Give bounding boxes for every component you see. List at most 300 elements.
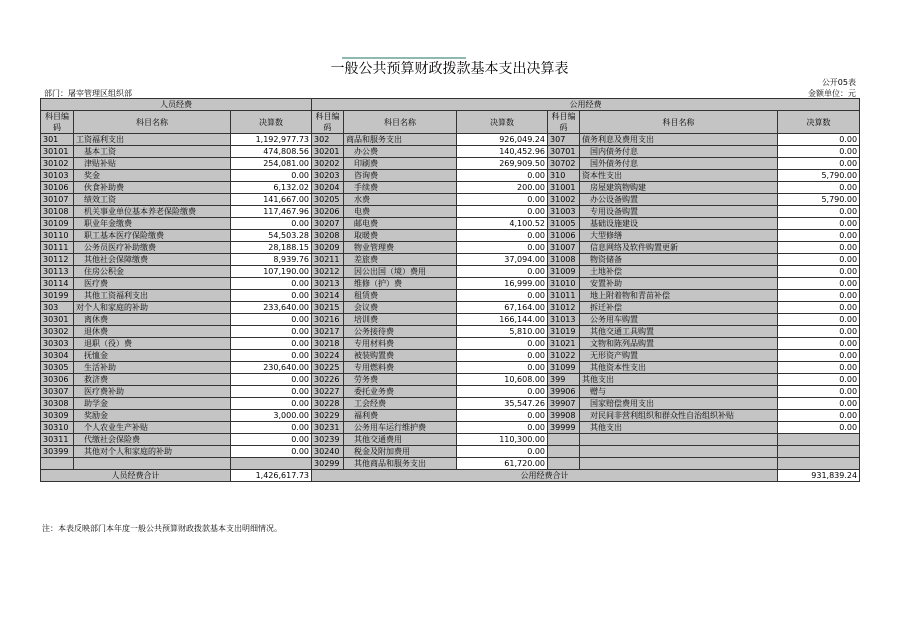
- cell-amount: 1,192,977.73: [231, 134, 312, 146]
- cell-name: 对个人和家庭的补助: [74, 302, 231, 314]
- table-row: [41, 302, 860, 314]
- cell-name: 离休费: [74, 314, 231, 326]
- cell-amount: 5,810.00: [457, 326, 548, 338]
- cell-code: 30112: [41, 254, 74, 266]
- table-row: [41, 350, 860, 362]
- cell-code: 310: [548, 170, 580, 182]
- report-title: 一般公共预算财政拨款基本支出决算表: [330, 61, 569, 77]
- cell-code: 30108: [41, 206, 74, 218]
- cell-name: 手续费: [344, 182, 457, 194]
- cell-amount: 0.00: [231, 350, 312, 362]
- amount-header: 决算数: [457, 111, 548, 134]
- cell-code: 30206: [312, 206, 344, 218]
- cell-name: 绩效工资: [74, 194, 231, 206]
- cell-code: 30226: [312, 374, 344, 386]
- cell-code: 31002: [548, 194, 580, 206]
- empty-cell: [548, 458, 580, 470]
- cell-code: 31012: [548, 302, 580, 314]
- cell-name: 会议费: [344, 302, 457, 314]
- personnel-total-label: 人员经费合计: [41, 470, 231, 482]
- name-header: 科目名称: [74, 111, 231, 134]
- cell-amount: 0.00: [457, 230, 548, 242]
- cell-name: 国家赔偿费用支出: [580, 398, 778, 410]
- cell-code: 30218: [312, 338, 344, 350]
- cell-code: 30229: [312, 410, 344, 422]
- cell-name: 医疗费补助: [74, 386, 231, 398]
- cell-code: 31010: [548, 278, 580, 290]
- cell-code: 30231: [312, 422, 344, 434]
- cell-code: 30101: [41, 146, 74, 158]
- cell-code: 30213: [312, 278, 344, 290]
- cell-name: 培训费: [344, 314, 457, 326]
- cell-code: 30201: [312, 146, 344, 158]
- cell-amount: 0.00: [231, 278, 312, 290]
- cell-amount: 16,999.00: [457, 278, 548, 290]
- cell-amount: 230,640.00: [231, 362, 312, 374]
- cell-name: 办公设备购置: [580, 194, 778, 206]
- public-total-label: 公用经费合计: [312, 470, 778, 482]
- cell-code: 31019: [548, 326, 580, 338]
- cell-code: 30211: [312, 254, 344, 266]
- cell-code: 30227: [312, 386, 344, 398]
- cell-amount: 54,503.28: [231, 230, 312, 242]
- cell-amount: 926,049.24: [457, 134, 548, 146]
- table-row: [41, 266, 860, 278]
- cell-code: 30239: [312, 434, 344, 446]
- cell-name: 租赁费: [344, 290, 457, 302]
- cell-amount: 0.00: [457, 170, 548, 182]
- cell-name: 基本工资: [74, 146, 231, 158]
- cell-amount: 200.00: [457, 182, 548, 194]
- table-row: [41, 314, 860, 326]
- cell-amount: 0.00: [457, 350, 548, 362]
- cell-code: 31011: [548, 290, 580, 302]
- department-label: 部门：屠宰管理区组织部: [44, 89, 132, 98]
- cell-amount: 0.00: [778, 302, 860, 314]
- cell-amount: 0.00: [778, 182, 860, 194]
- cell-code: 30215: [312, 302, 344, 314]
- table-row: [41, 170, 860, 182]
- cell-name: 差旅费: [344, 254, 457, 266]
- cell-name: 商品和服务支出: [344, 134, 457, 146]
- title-underline: [342, 57, 466, 59]
- cell-amount: 5,790.00: [778, 170, 860, 182]
- cell-amount: 6,132.02: [231, 182, 312, 194]
- unit-label: 金额单位：元: [808, 89, 856, 98]
- cell-code: 302: [312, 134, 344, 146]
- expenditure-table: [40, 98, 860, 482]
- cell-name: 其他交通费用: [344, 434, 457, 446]
- cell-amount: 61,720.00: [457, 458, 548, 470]
- cell-code: 303: [41, 302, 74, 314]
- cell-name: 公务用车购置: [580, 314, 778, 326]
- table-row: [41, 386, 860, 398]
- cell-amount: 0.00: [457, 446, 548, 458]
- cell-code: 30310: [41, 422, 74, 434]
- cell-amount: 0.00: [231, 326, 312, 338]
- cell-code: 307: [548, 134, 580, 146]
- cell-name: 救济费: [74, 374, 231, 386]
- cell-name: 其他商品和服务支出: [344, 458, 457, 470]
- cell-code: 30307: [41, 386, 74, 398]
- cell-name: 机关事业单位基本养老保险缴费: [74, 206, 231, 218]
- cell-name: 住房公积金: [74, 266, 231, 278]
- cell-amount: 0.00: [231, 290, 312, 302]
- cell-amount: 0.00: [778, 134, 860, 146]
- cell-code: 30306: [41, 374, 74, 386]
- cell-code: 30204: [312, 182, 344, 194]
- cell-amount: 0.00: [231, 314, 312, 326]
- table-row: [41, 422, 860, 434]
- cell-code: 30299: [312, 458, 344, 470]
- cell-name: 安置补助: [580, 278, 778, 290]
- cell-code: 30228: [312, 398, 344, 410]
- cell-amount: 0.00: [457, 410, 548, 422]
- cell-amount: 0.00: [231, 398, 312, 410]
- table-row: [41, 338, 860, 350]
- cell-name: 其他资本性支出: [580, 362, 778, 374]
- cell-code: 39907: [548, 398, 580, 410]
- cell-name: 印刷费: [344, 158, 457, 170]
- table-row: [41, 230, 860, 242]
- table-row: [41, 218, 860, 230]
- cell-name: 工会经费: [344, 398, 457, 410]
- cell-code: 30208: [312, 230, 344, 242]
- cell-code: 30203: [312, 170, 344, 182]
- name-header: 科目名称: [580, 111, 778, 134]
- cell-amount: 8,939.76: [231, 254, 312, 266]
- cell-name: 专用燃料费: [344, 362, 457, 374]
- cell-name: 委托业务费: [344, 386, 457, 398]
- cell-amount: 0.00: [778, 314, 860, 326]
- cell-code: 31022: [548, 350, 580, 362]
- cell-name: 公务员医疗补助缴费: [74, 242, 231, 254]
- amount-header: 决算数: [231, 111, 312, 134]
- cell-code: 30202: [312, 158, 344, 170]
- cell-code: 31021: [548, 338, 580, 350]
- cell-name: 国外债务付息: [580, 158, 778, 170]
- cell-amount: 67,164.00: [457, 302, 548, 314]
- name-header: 科目名称: [344, 111, 457, 134]
- cell-code: 30199: [41, 290, 74, 302]
- cell-code: 30225: [312, 362, 344, 374]
- cell-amount: 0.00: [778, 278, 860, 290]
- cell-code: 30102: [41, 158, 74, 170]
- cell-name: 公务接待费: [344, 326, 457, 338]
- cell-name: 生活补助: [74, 362, 231, 374]
- cell-name: 职业年金缴费: [74, 218, 231, 230]
- cell-amount: 0.00: [231, 446, 312, 458]
- cell-amount: 0.00: [231, 218, 312, 230]
- cell-name: 其他支出: [580, 374, 778, 386]
- cell-name: 因公出国（境）费用: [344, 266, 457, 278]
- table-row: [41, 278, 860, 290]
- cell-name: 公务用车运行维护费: [344, 422, 457, 434]
- cell-code: 30308: [41, 398, 74, 410]
- cell-amount: 0.00: [778, 206, 860, 218]
- cell-name: 电费: [344, 206, 457, 218]
- cell-name: 福利费: [344, 410, 457, 422]
- cell-name: 取暖费: [344, 230, 457, 242]
- cell-amount: 0.00: [778, 230, 860, 242]
- cell-code: 30399: [41, 446, 74, 458]
- code-header: 科目编码: [548, 111, 580, 134]
- cell-code: 31005: [548, 218, 580, 230]
- cell-amount: 0.00: [778, 374, 860, 386]
- cell-name: 抚恤金: [74, 350, 231, 362]
- public-group-header: 公用经费: [312, 99, 860, 111]
- cell-name: 其他工资福利支出: [74, 290, 231, 302]
- cell-code: 31009: [548, 266, 580, 278]
- table-row: [41, 146, 860, 158]
- cell-amount: 0.00: [231, 422, 312, 434]
- cell-amount: 0.00: [457, 206, 548, 218]
- cell-name: 退职（役）费: [74, 338, 231, 350]
- cell-name: 地上附着物和青苗补偿: [580, 290, 778, 302]
- amount-header: 决算数: [778, 111, 860, 134]
- cell-amount: 5,790.00: [778, 194, 860, 206]
- cell-name: 其他支出: [580, 422, 778, 434]
- cell-name: 助学金: [74, 398, 231, 410]
- cell-code: 31008: [548, 254, 580, 266]
- table-body: [41, 134, 860, 470]
- cell-name: 专用材料费: [344, 338, 457, 350]
- cell-code: 30205: [312, 194, 344, 206]
- table-row: [41, 254, 860, 266]
- table-row: [41, 410, 860, 422]
- cell-amount: 10,608.00: [457, 374, 548, 386]
- cell-amount: 141,667.00: [231, 194, 312, 206]
- empty-cell: [231, 458, 312, 470]
- cell-code: 30311: [41, 434, 74, 446]
- empty-cell: [580, 446, 778, 458]
- cell-amount: 110,300.00: [457, 434, 548, 446]
- table-row: [41, 290, 860, 302]
- cell-name: 国内债务付息: [580, 146, 778, 158]
- cell-code: 30209: [312, 242, 344, 254]
- empty-cell: [74, 458, 231, 470]
- cell-code: 30106: [41, 182, 74, 194]
- table-row: [41, 326, 860, 338]
- cell-code: 31001: [548, 182, 580, 194]
- cell-code: 30113: [41, 266, 74, 278]
- cell-amount: 107,190.00: [231, 266, 312, 278]
- cell-code: 399: [548, 374, 580, 386]
- cell-amount: 0.00: [457, 338, 548, 350]
- empty-cell: [580, 434, 778, 446]
- cell-amount: 0.00: [231, 338, 312, 350]
- cell-name: 赠与: [580, 386, 778, 398]
- cell-amount: 0.00: [778, 338, 860, 350]
- cell-code: 39906: [548, 386, 580, 398]
- cell-code: 30305: [41, 362, 74, 374]
- cell-amount: 0.00: [457, 386, 548, 398]
- cell-amount: 0.00: [778, 158, 860, 170]
- cell-amount: 140,452.96: [457, 146, 548, 158]
- cell-code: 31007: [548, 242, 580, 254]
- empty-cell: [778, 458, 860, 470]
- cell-code: 30212: [312, 266, 344, 278]
- cell-amount: 37,094.00: [457, 254, 548, 266]
- cell-name: 税金及附加费用: [344, 446, 457, 458]
- cell-code: 30111: [41, 242, 74, 254]
- cell-amount: 4,100.52: [457, 218, 548, 230]
- cell-name: 医疗费: [74, 278, 231, 290]
- cell-amount: 0.00: [778, 398, 860, 410]
- cell-amount: 0.00: [231, 374, 312, 386]
- cell-name: 拆迁补偿: [580, 302, 778, 314]
- cell-amount: 28,188.15: [231, 242, 312, 254]
- cell-amount: 0.00: [778, 350, 860, 362]
- cell-code: 30224: [312, 350, 344, 362]
- cell-code: 30214: [312, 290, 344, 302]
- cell-amount: 0.00: [778, 254, 860, 266]
- cell-code: 31006: [548, 230, 580, 242]
- cell-amount: 0.00: [778, 218, 860, 230]
- cell-amount: 0.00: [457, 422, 548, 434]
- cell-name: 文物和陈列品购置: [580, 338, 778, 350]
- cell-amount: 117,467.96: [231, 206, 312, 218]
- cell-name: 咨询费: [344, 170, 457, 182]
- cell-amount: 0.00: [778, 266, 860, 278]
- cell-name: 伙食补助费: [74, 182, 231, 194]
- cell-name: 奖励金: [74, 410, 231, 422]
- cell-code: 30701: [548, 146, 580, 158]
- cell-amount: 0.00: [778, 362, 860, 374]
- empty-cell: [548, 446, 580, 458]
- cell-name: 物资储备: [580, 254, 778, 266]
- table-row: [41, 458, 860, 470]
- cell-amount: 35,547.26: [457, 398, 548, 410]
- cell-name: 对民间非营利组织和群众性自治组织补贴: [580, 410, 778, 422]
- cell-amount: 0.00: [778, 386, 860, 398]
- cell-code: 31003: [548, 206, 580, 218]
- cell-code: 39999: [548, 422, 580, 434]
- cell-amount: 0.00: [778, 242, 860, 254]
- table-row: [41, 374, 860, 386]
- cell-name: 办公费: [344, 146, 457, 158]
- cell-code: 30114: [41, 278, 74, 290]
- cell-code: 30207: [312, 218, 344, 230]
- cell-amount: 0.00: [457, 266, 548, 278]
- public-total-value: 931,839.24: [778, 470, 860, 482]
- table-row: [41, 446, 860, 458]
- cell-name: 津贴补贴: [74, 158, 231, 170]
- cell-amount: 0.00: [778, 410, 860, 422]
- table-row: [41, 362, 860, 374]
- cell-name: 房屋建筑物购建: [580, 182, 778, 194]
- cell-name: 其他社会保障缴费: [74, 254, 231, 266]
- personnel-total-value: 1,426,617.73: [231, 470, 312, 482]
- cell-amount: 269,909.50: [457, 158, 548, 170]
- empty-cell: [580, 458, 778, 470]
- cell-amount: 0.00: [778, 326, 860, 338]
- cell-code: 30217: [312, 326, 344, 338]
- cell-name: 职工基本医疗保险缴费: [74, 230, 231, 242]
- cell-code: 30303: [41, 338, 74, 350]
- cell-code: 30309: [41, 410, 74, 422]
- cell-name: 被装购置费: [344, 350, 457, 362]
- cell-code: 30702: [548, 158, 580, 170]
- cell-amount: 0.00: [457, 194, 548, 206]
- cell-amount: 0.00: [778, 290, 860, 302]
- cell-amount: 166,144.00: [457, 314, 548, 326]
- cell-name: 物业管理费: [344, 242, 457, 254]
- cell-code: 301: [41, 134, 74, 146]
- cell-code: 30103: [41, 170, 74, 182]
- table-row: [41, 434, 860, 446]
- cell-name: 劳务费: [344, 374, 457, 386]
- cell-amount: 0.00: [231, 386, 312, 398]
- cell-code: 30216: [312, 314, 344, 326]
- cell-amount: 0.00: [778, 146, 860, 158]
- cell-amount: 0.00: [231, 170, 312, 182]
- cell-name: 邮电费: [344, 218, 457, 230]
- cell-amount: 0.00: [457, 362, 548, 374]
- cell-amount: 0.00: [457, 290, 548, 302]
- cell-name: 个人农业生产补贴: [74, 422, 231, 434]
- cell-name: 大型修缮: [580, 230, 778, 242]
- cell-amount: 0.00: [231, 434, 312, 446]
- cell-name: 维修（护）费: [344, 278, 457, 290]
- cell-name: 代缴社会保险费: [74, 434, 231, 446]
- cell-name: 信息网络及软件购置更新: [580, 242, 778, 254]
- code-header: 科目编码: [41, 111, 74, 134]
- cell-code: 31099: [548, 362, 580, 374]
- table-row: [41, 398, 860, 410]
- cell-name: 工资福利支出: [74, 134, 231, 146]
- cell-name: 其他对个人和家庭的补助: [74, 446, 231, 458]
- cell-code: 30302: [41, 326, 74, 338]
- cell-amount: 233,640.00: [231, 302, 312, 314]
- cell-amount: 0.00: [457, 242, 548, 254]
- cell-amount: 0.00: [778, 422, 860, 434]
- empty-cell: [548, 434, 580, 446]
- code-header: 科目编码: [312, 111, 344, 134]
- table-row: [41, 194, 860, 206]
- table-row: [41, 158, 860, 170]
- cell-name: 退休费: [74, 326, 231, 338]
- cell-name: 基础设施建设: [580, 218, 778, 230]
- table-row: [41, 134, 860, 146]
- cell-amount: 474,808.56: [231, 146, 312, 158]
- table-row: [41, 182, 860, 194]
- cell-name: 无形资产购置: [580, 350, 778, 362]
- cell-name: 其他交通工具购置: [580, 326, 778, 338]
- cell-amount: 3,000.00: [231, 410, 312, 422]
- form-number: 公开05表: [821, 78, 856, 87]
- cell-name: 专用设备购置: [580, 206, 778, 218]
- personnel-group-header: 人员经费: [41, 99, 312, 111]
- cell-amount: 254,081.00: [231, 158, 312, 170]
- empty-cell: [778, 446, 860, 458]
- cell-name: 债务利息及费用支出: [580, 134, 778, 146]
- cell-name: 水费: [344, 194, 457, 206]
- cell-name: 土地补偿: [580, 266, 778, 278]
- cell-code: 39908: [548, 410, 580, 422]
- cell-code: 30109: [41, 218, 74, 230]
- footnote: 注：本表反映部门本年度一般公共预算财政拨款基本支出明细情况。: [42, 524, 282, 533]
- cell-code: 30301: [41, 314, 74, 326]
- table-row: [41, 242, 860, 254]
- cell-name: 资本性支出: [580, 170, 778, 182]
- cell-code: 30110: [41, 230, 74, 242]
- cell-code: 31013: [548, 314, 580, 326]
- empty-cell: [41, 458, 74, 470]
- cell-code: 30240: [312, 446, 344, 458]
- table-row: [41, 206, 860, 218]
- empty-cell: [778, 434, 860, 446]
